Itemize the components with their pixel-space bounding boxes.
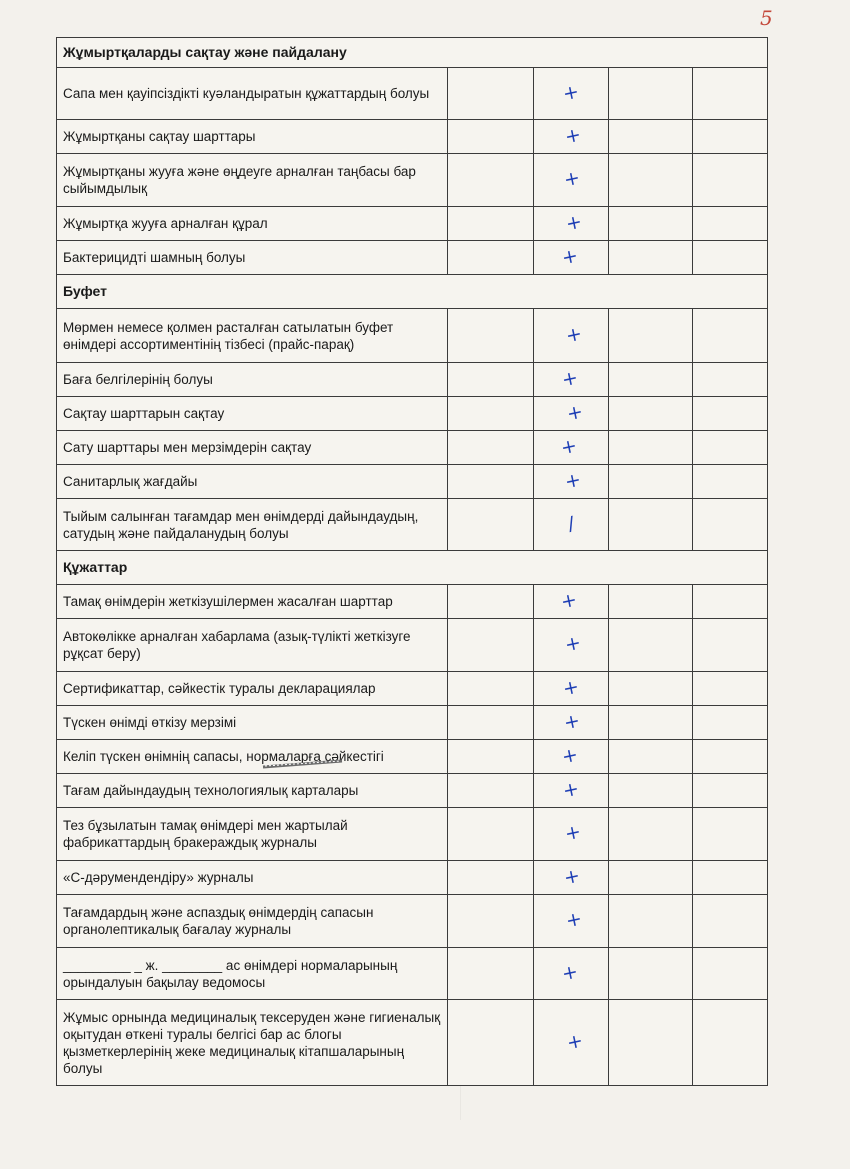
requirement-text: Сату шарттары мен мерзімдерін сақтау <box>57 431 448 465</box>
checkmark-cell <box>534 207 609 241</box>
col-2-cell <box>448 948 534 1000</box>
checkmark-cell <box>534 363 609 397</box>
col-4-cell <box>609 808 693 861</box>
col-5-cell <box>693 619 768 672</box>
handwritten-check-mark: / <box>565 512 577 535</box>
page-number: 5 <box>760 6 773 30</box>
col-2-cell <box>448 585 534 619</box>
col-5-cell <box>693 431 768 465</box>
checkmark-cell <box>534 1000 609 1086</box>
requirement-text: Санитарлық жағдайы <box>57 465 448 499</box>
col-5-cell <box>693 1000 768 1086</box>
checkmark-cell <box>534 465 609 499</box>
col-4-cell <box>609 585 693 619</box>
col-5-cell <box>693 585 768 619</box>
col-5-cell <box>693 397 768 431</box>
handwritten-check-mark: + <box>561 166 582 192</box>
requirement-text: Сапа мен қауіпсіздікті куәландыратын құжаттардың болуы <box>57 68 448 120</box>
requirement-text: _________ _ ж. ________ ас өнімдері нормаларының орындалуын бақылау ведомосы <box>57 948 448 1000</box>
checklist-row <box>57 207 768 241</box>
checklist-row <box>57 861 768 895</box>
checklist-row <box>57 499 768 551</box>
checklist-row <box>57 1000 768 1086</box>
col-4-cell <box>609 948 693 1000</box>
col-4-cell <box>609 241 693 275</box>
col-2-cell <box>448 619 534 672</box>
checklist-row <box>57 363 768 397</box>
col-4-cell <box>609 1000 693 1086</box>
handwritten-check-mark: + <box>563 210 584 235</box>
handwritten-check-mark: + <box>562 468 583 493</box>
checklist-row <box>57 585 768 619</box>
checklist-row <box>57 672 768 706</box>
col-4-cell <box>609 619 693 672</box>
checklist-row <box>57 948 768 1000</box>
col-2-cell <box>448 465 534 499</box>
checkmark-cell <box>534 154 609 207</box>
requirement-text: Жұмыртқаны сақтау шарттары <box>57 120 448 154</box>
requirement-text: Жұмыртқаны жууға және өңдеуге арналған таңбасы бар сыйымдылық <box>57 154 448 207</box>
col-2-cell <box>448 499 534 551</box>
checkmark-cell <box>534 309 609 363</box>
col-2-cell <box>448 309 534 363</box>
requirement-text: Түскен өнімді өткізу мерзімі <box>57 706 448 740</box>
handwritten-check-mark: + <box>563 907 584 933</box>
col-4-cell <box>609 706 693 740</box>
section-title: Жұмыртқаларды сақтау және пайдалану <box>57 38 768 68</box>
col-2-cell <box>448 861 534 895</box>
handwritten-check-mark: + <box>564 400 585 425</box>
checklist-row <box>57 740 768 774</box>
checklist-row <box>57 68 768 120</box>
requirement-text: Жұмыртқа жууға арналған құрал <box>57 207 448 241</box>
requirement-text: Тамақ өнімдерін жеткізушілермен жасалған шарттар <box>57 585 448 619</box>
checklist-row <box>57 241 768 275</box>
col-5-cell <box>693 241 768 275</box>
handwritten-check-mark: + <box>559 743 580 768</box>
col-2-cell <box>448 774 534 808</box>
requirement-text: Баға белгілерінің болуы <box>57 363 448 397</box>
checkmark-cell <box>534 774 609 808</box>
handwritten-check-mark: + <box>562 820 583 846</box>
section-title: Құжаттар <box>57 551 768 585</box>
handwritten-check-mark: + <box>559 960 580 985</box>
requirement-text: Бактерицидті шамның болуы <box>57 241 448 275</box>
checkmark-cell <box>534 672 609 706</box>
requirement-text: Автокөлікке арналған хабарлама (азық-түлікті жеткізуге рұқсат беру) <box>57 619 448 672</box>
col-5-cell <box>693 465 768 499</box>
col-5-cell <box>693 672 768 706</box>
checklist-row <box>57 619 768 672</box>
handwritten-check-mark: + <box>558 588 579 613</box>
col-2-cell <box>448 241 534 275</box>
section-row <box>57 551 768 585</box>
col-4-cell <box>609 309 693 363</box>
requirement-text: Жұмыс орнында медициналық тексеруден және гигиеналық оқытудан өткені туралы белгісі бар ас блогы қызметкерлерінің жеке медициналық кітапшаларының болуы <box>57 1000 448 1086</box>
col-5-cell <box>693 68 768 120</box>
col-5-cell <box>693 740 768 774</box>
col-5-cell <box>693 808 768 861</box>
checkmark-cell <box>534 861 609 895</box>
col-4-cell <box>609 499 693 551</box>
requirement-text: Сертификаттар, сәйкестік туралы декларациялар <box>57 672 448 706</box>
col-5-cell <box>693 948 768 1000</box>
checkmark-cell <box>534 241 609 275</box>
requirement-text: Сақтау шарттарын сақтау <box>57 397 448 431</box>
handwritten-check-mark: + <box>562 631 583 657</box>
checkmark-cell <box>534 431 609 465</box>
handwritten-check-mark: + <box>562 123 583 148</box>
handwritten-check-mark: + <box>558 434 579 459</box>
col-2-cell <box>448 68 534 120</box>
col-5-cell <box>693 207 768 241</box>
col-2-cell <box>448 120 534 154</box>
checkmark-cell <box>534 585 609 619</box>
requirement-text: Тағам дайындаудың технологиялық карталары <box>57 774 448 808</box>
col-4-cell <box>609 154 693 207</box>
col-4-cell <box>609 120 693 154</box>
col-2-cell <box>448 397 534 431</box>
checklist-row <box>57 397 768 431</box>
col-5-cell <box>693 154 768 207</box>
checklist-row <box>57 706 768 740</box>
checkmark-cell <box>534 397 609 431</box>
col-2-cell <box>448 363 534 397</box>
requirement-text: Тағамдардың және аспаздық өнімдердің сапасын органолептикалық бағалау журналы <box>57 895 448 948</box>
col-5-cell <box>693 706 768 740</box>
col-4-cell <box>609 740 693 774</box>
checklist-row <box>57 431 768 465</box>
checkmark-cell <box>534 68 609 120</box>
requirement-text: Тыйым салынған тағамдар мен өнімдерді дайындаудың, сатудың және пайдаланудың болуы <box>57 499 448 551</box>
col-2-cell <box>448 154 534 207</box>
requirement-text: Келіп түскен өнімнің сапасы, нормаларға сәйкестігі <box>57 740 448 774</box>
checklist-table <box>56 37 768 1086</box>
handwritten-check-mark: + <box>560 675 581 700</box>
handwritten-check-mark: + <box>559 244 580 269</box>
pen-scribble <box>262 759 344 769</box>
checklist-row <box>57 120 768 154</box>
col-2-cell <box>448 1000 534 1086</box>
col-5-cell <box>693 363 768 397</box>
checklist-row <box>57 808 768 861</box>
col-4-cell <box>609 431 693 465</box>
col-2-cell <box>448 431 534 465</box>
col-2-cell <box>448 207 534 241</box>
checklist-row <box>57 309 768 363</box>
handwritten-check-mark: + <box>564 1029 585 1054</box>
checkmark-cell <box>534 740 609 774</box>
handwritten-check-mark: + <box>561 864 582 889</box>
checkmark-cell <box>534 948 609 1000</box>
section-row <box>57 275 768 309</box>
requirement-text: Тез бұзылатын тамақ өнімдері мен жартылай фабрикаттардың бракераждық журналы <box>57 808 448 861</box>
checkmark-cell <box>534 706 609 740</box>
col-4-cell <box>609 895 693 948</box>
col-4-cell <box>609 68 693 120</box>
checklist-row <box>57 774 768 808</box>
col-4-cell <box>609 207 693 241</box>
handwritten-check-mark: + <box>559 366 580 391</box>
col-5-cell <box>693 774 768 808</box>
col-4-cell <box>609 861 693 895</box>
checkmark-cell <box>534 895 609 948</box>
col-5-cell <box>693 895 768 948</box>
handwritten-check-mark: + <box>563 322 584 347</box>
col-2-cell <box>448 895 534 948</box>
checklist-row <box>57 465 768 499</box>
col-5-cell <box>693 499 768 551</box>
col-2-cell <box>448 808 534 861</box>
checkmark-cell <box>534 120 609 154</box>
requirement-text: Мөрмен немесе қолмен расталған сатылатын буфет өнімдері ассортиментінің тізбесі (прайс-парақ) <box>57 309 448 363</box>
col-4-cell <box>609 465 693 499</box>
section-title: Буфет <box>57 275 768 309</box>
col-2-cell <box>448 740 534 774</box>
col-5-cell <box>693 861 768 895</box>
checkmark-cell <box>534 619 609 672</box>
col-2-cell <box>448 706 534 740</box>
handwritten-check-mark: + <box>560 777 581 802</box>
col-2-cell <box>448 672 534 706</box>
col-4-cell <box>609 672 693 706</box>
checklist-row <box>57 895 768 948</box>
checklist-row <box>57 154 768 207</box>
requirement-text: «С-дәрумендендіру» журналы <box>57 861 448 895</box>
col-4-cell <box>609 397 693 431</box>
col-4-cell <box>609 774 693 808</box>
handwritten-check-mark: + <box>560 80 581 105</box>
checkmark-cell <box>534 499 609 551</box>
checkmark-cell <box>534 808 609 861</box>
section-row <box>57 38 768 68</box>
col-5-cell <box>693 120 768 154</box>
col-5-cell <box>693 309 768 363</box>
handwritten-check-mark: + <box>561 709 582 734</box>
col-4-cell <box>609 363 693 397</box>
